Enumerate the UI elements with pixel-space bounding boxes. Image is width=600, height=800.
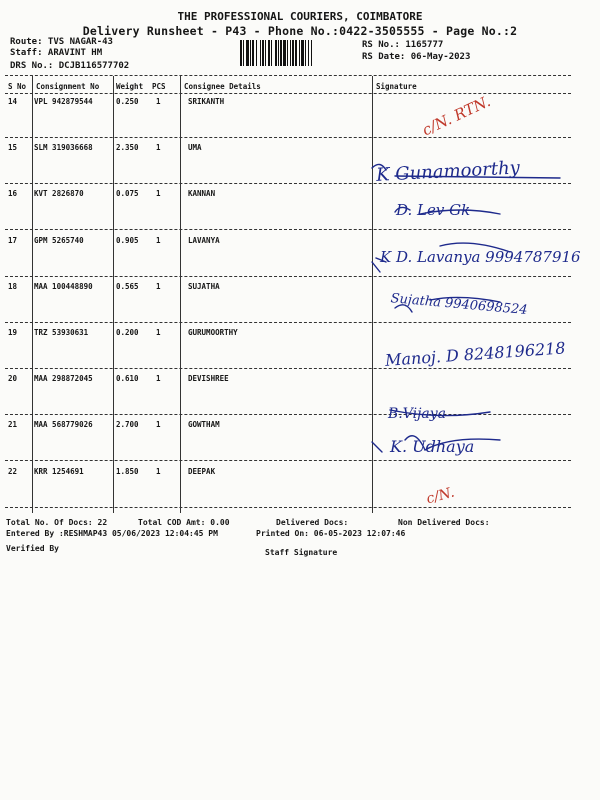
staff-signature: Staff Signature	[265, 548, 338, 557]
cell-sno: 21	[8, 420, 18, 430]
cell-consignee: SUJATHA	[188, 281, 220, 291]
verified-by: Verified By	[6, 544, 59, 553]
signature-row18: Sujatha 9940698524	[389, 291, 529, 319]
cell-pcs: 1	[156, 143, 161, 153]
col-header-pcs: PCS	[152, 82, 166, 91]
cell-weight: 0.200	[116, 328, 139, 337]
total-cod: Total COD Amt: 0.00	[138, 518, 230, 527]
company-name: THE PROFESSIONAL COURIERS, COIMBATORE	[177, 10, 423, 23]
cell-consignment: SLM 319036668	[34, 143, 93, 153]
cell-weight: 0.075	[116, 189, 139, 199]
signature-row17: K D. Lavanya 9994787916	[380, 248, 581, 266]
cell-weight: 2.700	[116, 420, 139, 430]
cell-consignee: GOWTHAM	[188, 420, 220, 430]
printed-on: Printed On: 06-05-2023 12:07:46	[256, 529, 406, 538]
col-header-consignee: Consignee Details	[184, 82, 261, 91]
cell-sno: 14	[8, 97, 18, 106]
cell-sno: 17	[8, 235, 18, 245]
col-header-weight: Weight	[116, 82, 144, 91]
cell-weight: 0.905	[116, 235, 139, 245]
cell-consignee: DEEPAK	[188, 466, 216, 476]
cell-weight: 0.610	[116, 374, 139, 384]
signature-row16: D. Lev Gk	[396, 201, 471, 219]
drs-number: DRS No.: DCJB116577702	[10, 61, 130, 71]
cell-consignee: UMA	[188, 143, 202, 153]
rs-number: RS No.: 1165777	[362, 40, 444, 50]
cell-weight: 2.350	[116, 143, 139, 153]
cell-pcs: 1	[156, 281, 161, 291]
note-cn-rtn: c/N. RTN.	[419, 92, 494, 140]
signature-row21-a: B.Vijaya	[388, 406, 447, 422]
cell-consignment: MAA 568779026	[34, 420, 93, 430]
cell-pcs: 1	[156, 97, 161, 106]
delivered-docs: Delivered Docs:	[276, 518, 349, 527]
cell-pcs: 1	[156, 374, 161, 384]
staff-label: Staff: ARAVINT HM	[10, 48, 103, 58]
cell-consignee: LAVANYA	[188, 235, 220, 245]
cell-consignment: TRZ 53930631	[34, 328, 89, 337]
cell-pcs: 1	[156, 328, 161, 337]
cell-consignee: KANNAN	[188, 189, 216, 199]
note-cn: c/N.	[424, 484, 457, 508]
cell-consignment: MAA 298872045	[34, 374, 93, 384]
cell-sno: 19	[8, 328, 18, 337]
cell-consignment: GPM 5265740	[34, 235, 84, 245]
cell-sno: 15	[8, 143, 18, 153]
col-header-sno: S No	[8, 82, 27, 91]
cell-consignee: SRIKANTH	[188, 97, 225, 106]
cell-consignment: MAA 100448890	[34, 281, 93, 291]
cell-sno: 22	[8, 466, 18, 476]
entered-by: Entered By :RESHMAP43 05/06/2023 12:04:45 PM	[6, 529, 218, 538]
signature-row15: K Gunamoorthy	[375, 157, 521, 186]
signature-row19: Manoj. D 8248196218	[384, 338, 567, 370]
cell-pcs: 1	[156, 466, 161, 476]
cell-consignment: KVT 2826870	[34, 189, 84, 199]
rs-date: RS Date: 06-May-2023	[362, 52, 471, 62]
cell-consignment: KRR 1254691	[34, 466, 84, 476]
cell-pcs: 1	[156, 189, 161, 199]
cell-weight: 0.565	[116, 281, 139, 291]
cell-consignee: DEVISHREE	[188, 374, 229, 384]
document-title: Delivery Runsheet - P43 - Phone No.:0422-3505555 - Page No.:2	[82, 24, 518, 38]
cell-consignee: GURUMOORTHY	[188, 328, 238, 337]
cell-weight: 0.250	[116, 97, 139, 106]
cell-sno: 16	[8, 189, 18, 199]
cell-weight: 1.850	[116, 466, 139, 476]
cell-consignment: VPL 942879544	[34, 97, 93, 106]
col-header-consignment: Consignment No	[36, 82, 100, 91]
col-header-signature: Signature	[376, 82, 417, 91]
cell-pcs: 1	[156, 420, 161, 430]
total-docs: Total No. Of Docs: 22	[6, 518, 108, 527]
cell-pcs: 1	[156, 235, 161, 245]
non-delivered-docs: Non Delivered Docs:	[398, 518, 490, 527]
route-label: Route: TVS NAGAR-43	[10, 37, 113, 47]
cell-sno: 18	[8, 281, 18, 291]
cell-sno: 20	[8, 374, 18, 384]
signature-row21-b: K. Udhaya	[390, 437, 475, 456]
